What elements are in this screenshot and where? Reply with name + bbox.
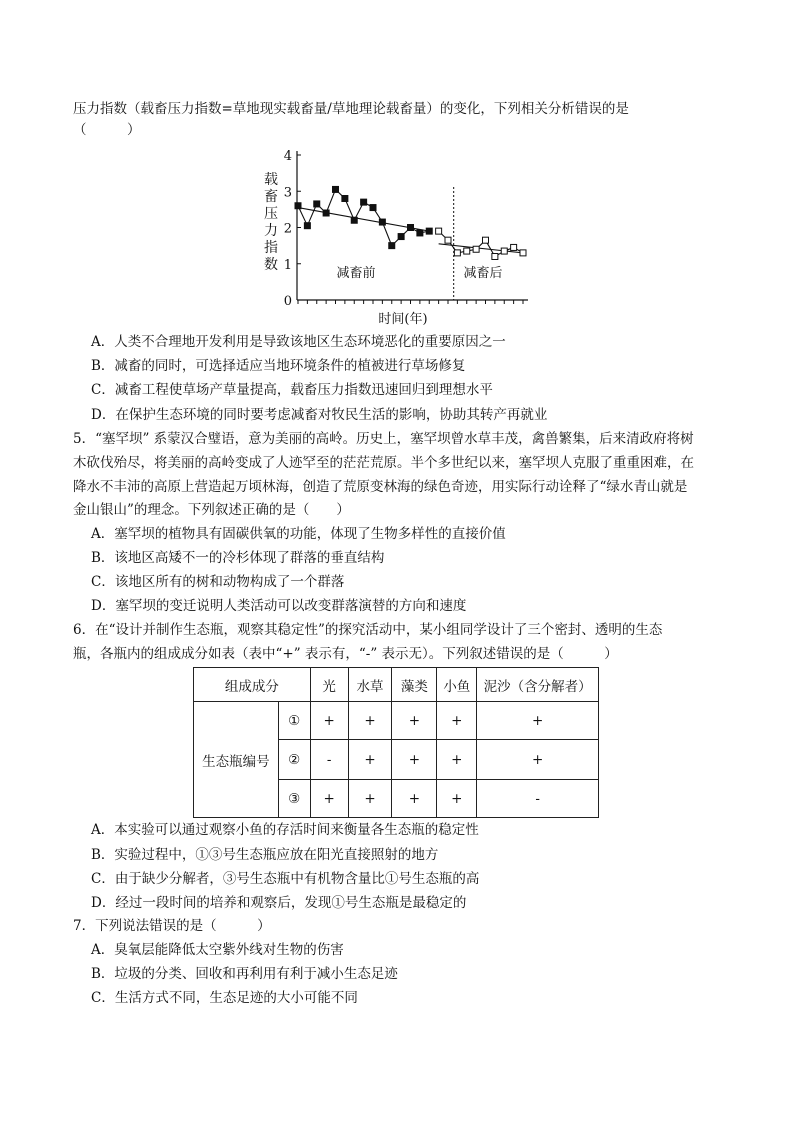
table-cell: + <box>392 780 437 818</box>
q4-option-b[interactable]: B．减畜的同时，可选择适应当地环境条件的植被进行草场修复 <box>91 358 466 374</box>
chart-point-after <box>464 248 470 254</box>
chart-point-before <box>389 243 395 249</box>
chart-series-line-after <box>439 231 523 256</box>
table-row-id: ③ <box>278 780 310 818</box>
chart-point-before <box>379 219 385 225</box>
chart-point-after <box>511 244 517 250</box>
q4-answer-blank: （ ） <box>73 122 141 138</box>
ecobottle-table <box>193 667 599 818</box>
q6-option-d[interactable]: D．经过一段时间的培养和观察后，发现①号生态瓶是最稳定的 <box>91 895 467 911</box>
chart-point-after <box>501 248 507 254</box>
q7-option-b[interactable]: B．垃圾的分类、回收和再利用有利于减小生态足迹 <box>91 966 398 982</box>
chart-y-tick-label: 4 <box>283 149 292 164</box>
chart-point-after <box>492 254 498 260</box>
chart-y-tick-label: 3 <box>283 185 292 201</box>
q7-option-c[interactable]: C．生活方式不同，生态足迹的大小可能不同 <box>91 990 358 1006</box>
chart-point-before <box>398 234 404 240</box>
table-col-light: 光 <box>310 668 348 702</box>
chart-series <box>295 186 526 259</box>
q6-stem-line1: 6．在“设计并制作生态瓶，观察其稳定性”的探究活动中，某小组同学设计了三个密封、透明的生态 <box>73 622 663 638</box>
chart-point-before <box>314 201 320 207</box>
q5-option-a[interactable]: A．塞罕坝的植物具有固碳供氧的功能，体现了生物多样性的直接价值 <box>91 526 506 542</box>
chart-point-before <box>370 205 376 211</box>
table-cell: + <box>310 702 348 740</box>
table-cell: + <box>348 702 392 740</box>
chart-point-before <box>426 228 432 234</box>
chart-y-axis-label: 载畜压力指数 <box>264 172 278 273</box>
q4-option-d[interactable]: D．在保护生态环境的同时要考虑减畜对牧民生活的影响，协助其转产再就业 <box>91 407 548 423</box>
chart-y-tick-label: 1 <box>283 257 292 273</box>
q5-option-b[interactable]: B．该地区高矮不一的冷杉体现了群落的垂直结构 <box>91 550 385 566</box>
chart-point-after <box>473 246 479 252</box>
q6-option-a[interactable]: A．本实验可以通过观察小鱼的存活时间来衡量各生态瓶的稳定性 <box>91 822 479 838</box>
q5-stem-line3: 降水不丰沛的高原上营造起万顷林海，创造了荒原变林海的绿色奇迹，用实际行动诠释了“绿水青山就是 <box>73 479 688 495</box>
chart-point-after <box>436 228 442 234</box>
q5-stem-line2: 木砍伐殆尽，将美丽的高岭变成了人迹罕至的茫茫荒原。半个多世纪以来，塞罕坝人克服了重重困难，在 <box>73 455 694 471</box>
table-row-id: ① <box>278 702 310 740</box>
table-cell: + <box>437 740 477 780</box>
chart-point-before <box>304 223 310 229</box>
chart-point-before <box>295 203 301 209</box>
chart-y-tick-label: 2 <box>283 221 292 237</box>
chart-point-before <box>342 196 348 202</box>
table-cell: + <box>310 780 348 818</box>
chart-region-label-after: 减畜后 <box>463 266 503 281</box>
q5-option-c[interactable]: C．该地区所有的树和动物构成了一个群落 <box>91 574 345 590</box>
q4-stem-line1: 压力指数（载畜压力指数=草地现实载畜量/草地理论载畜量）的变化，下列相关分析错误的是 <box>73 101 629 117</box>
table-col-sediment: 泥沙（含分解者） <box>477 668 599 702</box>
table-cell: + <box>348 780 392 818</box>
chart-y-tick-label: 0 <box>283 294 292 309</box>
q7-stem: 7．下列说法错误的是（ ） <box>73 918 271 934</box>
chart-point-before <box>361 199 367 205</box>
q6-stem-line2: 瓶，各瓶内的组成成分如表（表中“+” 表示有，“-” 表示无）。下列叙述错误的是（ ） <box>73 646 618 662</box>
chart-region-label-before: 减畜前 <box>336 266 376 281</box>
table-cell: + <box>477 740 599 780</box>
q6-option-b[interactable]: B．实验过程中，①③号生态瓶应放在阳光直接照射的地方 <box>91 847 439 863</box>
q4-option-c[interactable]: C．减畜工程使草场产草量提高，载畜压力指数迅速回归到理想水平 <box>91 382 493 398</box>
table-row <box>194 702 599 740</box>
table-cell: - <box>477 780 599 818</box>
table-col-fish: 小鱼 <box>437 668 477 702</box>
chart-y-ticks <box>284 149 301 309</box>
chart-point-before <box>408 225 414 231</box>
chart-point-after <box>483 237 489 243</box>
table-row-id: ② <box>278 740 310 780</box>
chart-point-before <box>351 217 357 223</box>
table-row-group-label: 生态瓶编号 <box>194 702 279 818</box>
chart-point-before <box>417 230 423 236</box>
chart-point-before <box>323 210 329 216</box>
table-col-algae: 藻类 <box>392 668 437 702</box>
table-cell: + <box>348 740 392 780</box>
table-cell: + <box>437 780 477 818</box>
stocking-pressure-chart <box>255 140 545 330</box>
table-corner-header: 组成成分 <box>194 668 311 702</box>
table-cell: + <box>477 702 599 740</box>
chart-point-after <box>454 250 460 256</box>
q5-stem-line4: 金山银山”的理念。下列叙述正确的是（ ） <box>73 502 350 518</box>
q6-option-c[interactable]: C．由于缺少分解者，③号生态瓶中有机物含量比①号生态瓶的高 <box>91 871 480 887</box>
table-cell: - <box>310 740 348 780</box>
chart-series-line-before <box>298 189 429 245</box>
table-cell: + <box>392 740 437 780</box>
q7-option-a[interactable]: A．臭氧层能降低太空紫外线对生物的伤害 <box>91 942 344 958</box>
chart-point-after <box>520 250 526 256</box>
q4-option-a[interactable]: A．人类不合理地开发利用是导致该地区生态环境恶化的重要原因之一 <box>91 334 506 350</box>
chart-point-before <box>333 186 339 192</box>
table-col-waterweed: 水草 <box>348 668 392 702</box>
chart-x-axis-label: 时间(年) <box>378 312 428 327</box>
table-cell: + <box>437 702 477 740</box>
q5-option-d[interactable]: D．塞罕坝的变迁说明人类活动可以改变群落演替的方向和速度 <box>91 598 467 614</box>
chart-point-after <box>445 237 451 243</box>
q5-stem-line1: 5．“塞罕坝” 系蒙汉合璧语，意为美丽的高岭。历史上，塞罕坝曾水草丰茂，禽兽繁集，后来清政府将树 <box>73 431 694 447</box>
table-cell: + <box>392 702 437 740</box>
